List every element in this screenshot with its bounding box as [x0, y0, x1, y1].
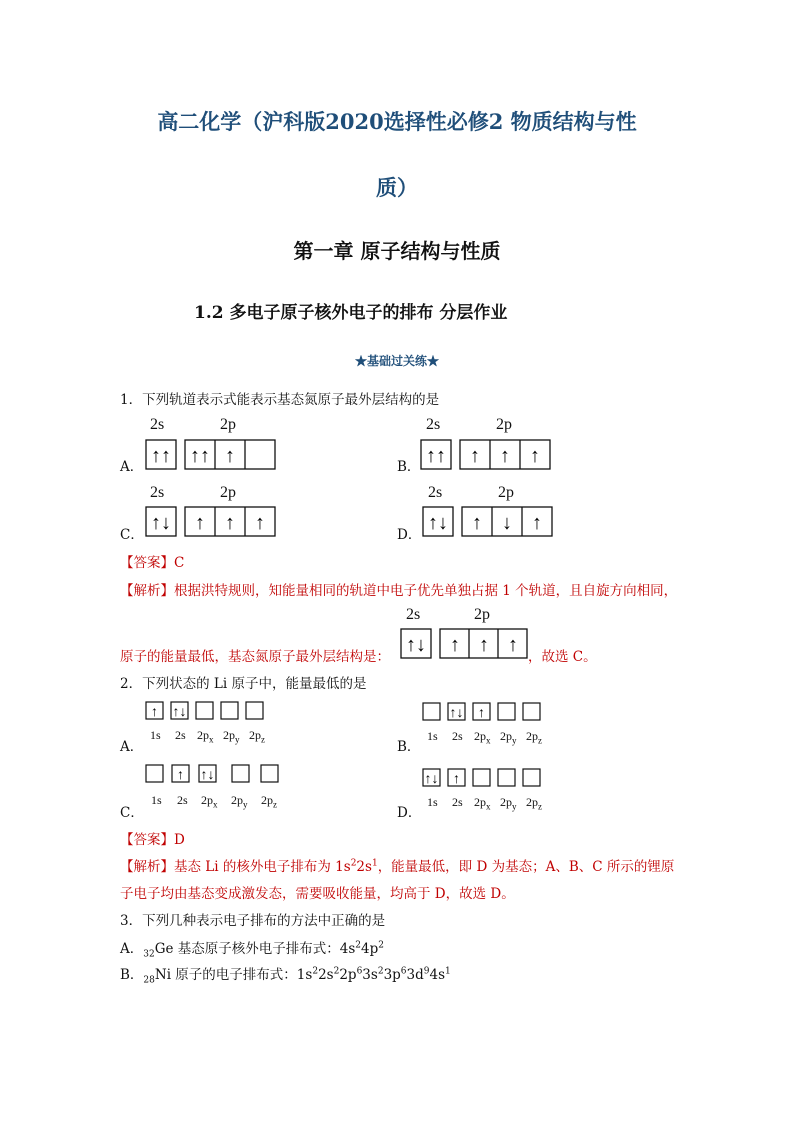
question-1-analysis-line1 — [120, 579, 677, 599]
question-1-answer — [120, 551, 184, 571]
config-orbital: 2p — [339, 967, 357, 983]
orbital-label-2s: 2s — [150, 484, 165, 501]
orbital-diagram — [145, 439, 277, 471]
config-superscript: 2 — [377, 966, 384, 977]
box-electrons: ↑ — [453, 772, 460, 787]
box-electrons: ↑↓ — [424, 772, 439, 787]
box-electrons: ↑ — [255, 512, 265, 534]
orbital-label-2s: 2s — [150, 416, 165, 433]
config-superscript: 6 — [356, 966, 363, 977]
question-2-stem: 2．下列状态的 Li 原子中，能量最低的是 — [120, 676, 367, 692]
option-label: A． — [120, 739, 144, 755]
analysis-orbital-diagram — [400, 628, 532, 660]
question-3-stem: 3．下列几种表示电子排布的方法中正确的是 — [120, 913, 386, 929]
box-electrons: ↑↓ — [172, 705, 187, 720]
question-2-answer — [120, 828, 185, 848]
config-orbital: 2s — [318, 967, 334, 983]
orbital-label-2s: 2s — [406, 606, 421, 623]
orbital-boxes — [422, 768, 550, 788]
box-electrons: ↑↓ — [151, 512, 171, 534]
question-1-stem: 1．下列轨道表示式能表示基态氮原子最外层结构的是 — [120, 392, 440, 408]
lesson-heading: 1.2 多电子原子核外电子的排布 分层作业 — [194, 303, 508, 323]
box-electrons: ↑ — [225, 445, 235, 467]
analysis-text: 根据洪特规则，知能量相同的轨道中电子优先单独占据 1 个轨道，且自旋方向相同， — [174, 583, 678, 599]
config-superscript: 9 — [423, 966, 430, 977]
chapter-heading: 第一章 原子结构与性质 — [293, 239, 501, 263]
box-electrons: ↑ — [177, 768, 184, 783]
box-electrons: ↑ — [470, 445, 480, 467]
box-electrons: ↑ — [508, 634, 518, 656]
section-heading: ★基础过关练★ — [354, 354, 439, 368]
box-electrons: ↑↑ — [151, 445, 171, 467]
orbital-label-2s: 2s — [426, 416, 441, 433]
question-2-analysis-line1: 【解析】基态 Li 的核外电子排布为 $1s^22s^1$，能量最低，即 D 为基态；A、B、C 所示的锂原 — [120, 858, 675, 875]
box-electrons: ↑ — [225, 512, 235, 534]
box-electrons: ↑ — [151, 705, 158, 720]
analysis-tag: 【解析】 — [120, 583, 174, 599]
config-orbital: 3d — [406, 967, 424, 983]
box-electrons: ↑↓ — [449, 706, 464, 721]
orbital-boxes — [145, 764, 283, 784]
config-orbital: 3p — [383, 967, 401, 983]
answer-tag: 【答案】 — [120, 832, 174, 848]
question-2-analysis-line2: 子电子均由基态变成激发态，需要吸收能量，均高于 D，故选 D。 — [120, 886, 515, 902]
option-label: C． — [120, 805, 144, 821]
question-3-option-a: A．$_{32}$Ge 基态原子核外电子排布式：$4s^24p^2$ — [120, 940, 384, 960]
orbital-diagram — [422, 506, 554, 538]
answer-value: D — [174, 832, 185, 848]
box-electrons: ↑↓ — [406, 634, 426, 656]
config-orbital: 3s — [362, 967, 378, 983]
orbital-label-2p: 2p — [220, 416, 236, 433]
orbital-label-2p: 2p — [496, 416, 512, 433]
analysis-tag: 【解析】 — [120, 859, 174, 875]
option-label: B． — [397, 459, 421, 475]
config-superscript: 1 — [445, 966, 451, 977]
orbital-diagram — [420, 439, 552, 471]
box-electrons: ↑ — [450, 634, 460, 656]
box-electrons: ↑↑ — [426, 445, 446, 467]
box-electrons: ↑↓ — [200, 768, 215, 783]
box-electrons: ↑ — [530, 445, 540, 467]
question-1-analysis-line2: 原子的能量最低，基态氮原子最外层结构是： — [120, 649, 390, 665]
answer-tag: 【答案】 — [120, 555, 174, 571]
box-electrons: ↑ — [195, 512, 205, 534]
option-label: D． — [397, 527, 422, 543]
option-label: C． — [120, 527, 144, 543]
box-electrons: ↑ — [532, 512, 542, 534]
document-title-line1: 高二化学（沪科版2020选择性必修2 物质结构与性 — [157, 109, 637, 134]
config-superscript: 6 — [400, 966, 407, 977]
box-electrons: ↑ — [500, 445, 510, 467]
option-label: D． — [397, 805, 422, 821]
question-3-option-b: B．$_{28}$Ni 原子的电子排布式：$1s^22s^22p^63s^23p^63d^94s^1$ — [120, 966, 451, 986]
orbital-label-2p: 2p — [474, 606, 490, 623]
box-electrons: ↑↓ — [428, 512, 448, 534]
orbital-boxes — [145, 701, 273, 721]
box-electrons: ↓ — [502, 512, 512, 534]
config-superscript: 2 — [312, 966, 319, 977]
orbital-boxes — [422, 702, 550, 722]
question-1-analysis-end: ，故选 C。 — [528, 649, 597, 665]
answer-value: C — [174, 555, 185, 571]
option-label: B． — [397, 739, 421, 755]
option-label: A． — [120, 459, 144, 475]
orbital-label-2p: 2p — [498, 484, 514, 501]
box-electrons: ↑ — [478, 706, 485, 721]
box-electrons: ↑↑ — [190, 445, 210, 467]
document-title-line2: 质） — [376, 175, 418, 200]
orbital-diagram — [145, 506, 277, 538]
orbital-label-2p: 2p — [220, 484, 236, 501]
box-electrons: ↑ — [479, 634, 489, 656]
orbital-label-2s: 2s — [428, 484, 443, 501]
config-orbital: 4s — [429, 967, 446, 983]
box-electrons: ↑ — [472, 512, 482, 534]
electron-configuration-tail — [312, 967, 450, 983]
config-superscript: 2 — [333, 966, 340, 977]
